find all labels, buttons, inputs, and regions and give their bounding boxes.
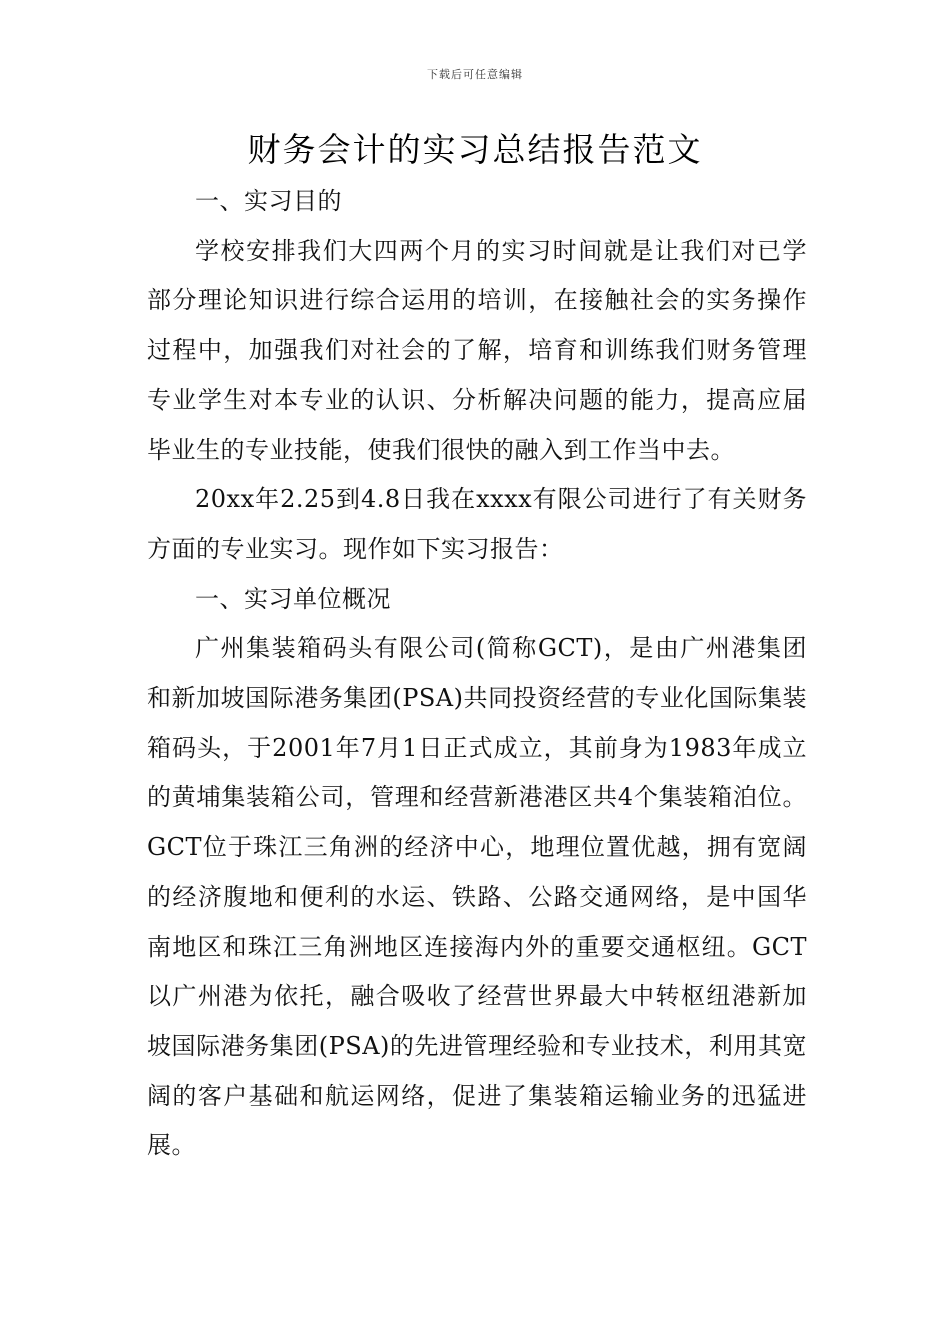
document-body <box>147 177 807 1171</box>
paragraph-purpose: 学校安排我们大四两个月的实习时间就是让我们对已学部分理论知识进行综合运用的培训，在接触社会的实务操作过程中，加强我们对社会的了解，培育和训练我们财务管理专业学生对本专业的认识、分析解决问题的能力，提高应届毕业生的专业技能，使我们很快的融入到工作当中去。 <box>147 236 807 464</box>
document-title: 财务会计的实习总结报告范文 <box>247 130 703 169</box>
section-heading-company-overview: 一、实习单位概况 <box>195 584 391 613</box>
paragraph-company-overview: 广州集装箱码头有限公司(简称GCT)，是由广州港集团和新加坡国际港务集团(PSA)共同投资经营的专业化国际集装箱码头，于2001年7月1日正式成立，其前身为1983年成立的黄埔集装箱公司，管理和经营新港港区共4个集装箱泊位。GCT位于珠江三角洲的经济中心，地理位置优越，拥有宽阔的经济腹地和便利的水运、铁路、公路交通网络，是中国华南地区和珠江三角洲地区连接海内外的重要交通枢纽。GCT以广州港为依托，融合吸收了经营世界最大中转枢纽港新加坡国际港务集团(PSA)的先进管理经验和专业技术，利用其宽阔的客户基础和航运网络，促进了集装箱运输业务的迅猛进展。 <box>147 634 807 1160</box>
section-heading-purpose: 一、实习目的 <box>195 187 342 215</box>
paragraph-internship-period: 20xx年2.25到4.8日我在xxxx有限公司进行了有关财务方面的专业实习。现作如下实习报告： <box>147 485 807 563</box>
header-note: 下载后可任意编辑 <box>427 68 523 81</box>
